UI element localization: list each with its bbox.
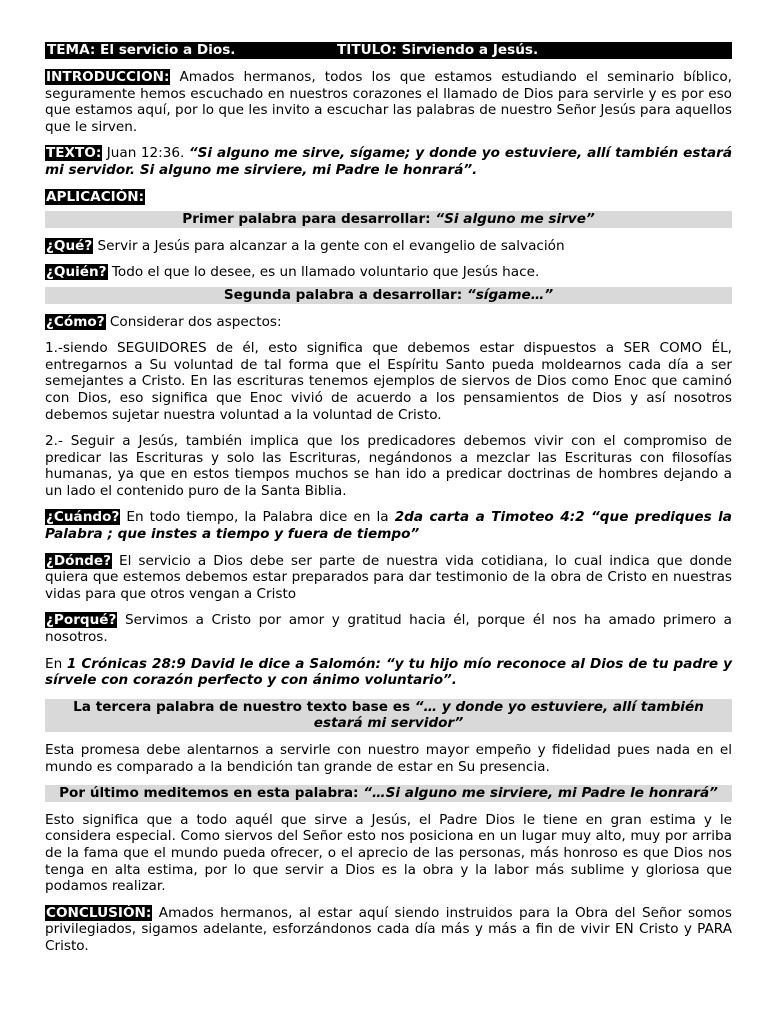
application-paragraph <box>45 189 732 206</box>
why-paragraph <box>45 612 732 645</box>
how-point-one: 1.-siendo SEGUIDORES de él, esto significa que debemos estar dispuestos a SER COMO ÉL, entregarnos a Su voluntad de tal forma que el Espíritu Santo pueda moldearnos cada día a ser semejantes a Cristo. En las escrituras tenemos ejemplos de siervos de Dios como Enoc que caminó con Dios, eso significa que Enoc vivió de acuerdo a los pensamientos de Dios y así nosotros debemos sujetar nuestra voluntad a la voluntad de Cristo. <box>45 340 732 423</box>
chronicles-quote: 1 Crónicas 28:9 David le dice a Salomón: “y tu hijo mío reconoce al Dios de tu padre y sírvele con corazón perfecto y con ánimo voluntario”. <box>45 655 732 689</box>
where-text: El servicio a Dios debe ser parte de nuestra vida cotidiana, lo cual indica que donde quiera que estemos debemos estar preparados para dar testimonio de la obra de Cristo en nuestras vidas para que otros vengan a Cristo <box>45 552 732 602</box>
when-text: En todo tiempo, la Palabra dice en la <box>120 509 395 526</box>
text-reference: Juan 12:36. <box>102 145 189 162</box>
text-quote: “Si alguno me sirve, sígame; y donde yo estuviere, allí también estará mi servidor. Si alguno me sirviere, mi Padre le honrará”. <box>45 145 733 178</box>
who-label: ¿Quién? <box>46 264 107 281</box>
what-paragraph <box>45 238 732 255</box>
topic-label: TEMA: El servicio a Dios. <box>47 42 236 58</box>
how-text: Considerar dos aspectos: <box>105 313 282 330</box>
who-paragraph <box>45 264 732 281</box>
section-heading-first-word <box>45 211 732 228</box>
section-heading-second-word <box>45 287 732 304</box>
sermon-title: TITULO: Sirviendo a Jesús. <box>337 42 539 58</box>
why-label: ¿Porqué? <box>46 612 117 629</box>
introduction-paragraph <box>45 69 732 135</box>
section-heading-third-word <box>45 699 732 732</box>
chronicles-prefix: En <box>45 655 67 672</box>
conclusion-text: Amados hermanos, al estar aquí siendo instruidos para la Obra del Señor somos privilegiados, sigamos adelante, esforzándonos cada día más y más a fin de vivir EN Cristo y PARA Cristo. <box>45 904 732 954</box>
when-paragraph <box>45 509 732 542</box>
topic-title-bar <box>45 42 732 59</box>
why-text: Servimos a Cristo por amor y gratitud hacia él, porque él nos ha amado primero a nosotros. <box>45 612 732 646</box>
heading-prefix: Segunda palabra a desarrollar: <box>223 286 467 303</box>
what-label: ¿Qué? <box>46 237 93 254</box>
meaning-paragraph: Esto significa que a todo aquél que sirve a Jesús, el Padre Dios le tiene en gran estima y le considera especial. Como siervos del Señor esto nos posiciona en un lugar muy alto, muy por arriba de la fama que el mundo pueda ofrecer, o el aprecio de las personas, más honroso es que Dios nos tenga en alta estima, por lo que servir a Dios es la obra y la labor más sublime y gloriosa que podamos realizar. <box>45 811 732 895</box>
what-text: Servir a Jesús para alcanzar a la gente con el evangelio de salvación <box>93 237 565 254</box>
where-label: ¿Dónde? <box>46 552 112 569</box>
when-label: ¿Cuándo? <box>46 509 120 526</box>
heading-quote: “Si alguno me sirve” <box>435 211 595 228</box>
heading-quote: “sígame…” <box>466 286 554 303</box>
section-heading-last-word <box>45 785 732 802</box>
how-label: ¿Cómo? <box>46 313 105 330</box>
how-paragraph <box>45 314 732 331</box>
heading-prefix: La tercera palabra de nuestro texto base es <box>73 698 415 715</box>
document-page <box>45 42 732 965</box>
where-paragraph <box>45 553 732 603</box>
promise-paragraph: Esta promesa debe alentarnos a servirle con nuestro mayor empeño y fidelidad pues nada en el mundo es comparado a la bendición tan grande de estar en Su presencia. <box>45 742 732 775</box>
application-label: APLICACIÓN: <box>46 188 145 205</box>
conclusion-paragraph <box>45 905 732 955</box>
heading-prefix: Primer palabra para desarrollar: <box>182 211 436 228</box>
when-quote: 2da carta a Timoteo 4:2 “que prediques la Palabra ; que instes a tiempo y fuera de tiempo” <box>45 509 732 543</box>
text-paragraph <box>45 145 732 178</box>
how-point-two: 2.- Seguir a Jesús, también implica que los predicadores debemos vivir con el compromiso de predicar las Escrituras y solo las Escrituras, negándonos a mezclar las Escrituras con filosofías humanas, ya que en estos tiempos muchos se han ido a predicar doctrinas de hombres dejando a un lado el contenido puro de la Santa Biblia. <box>45 433 732 499</box>
heading-quote: “…Si alguno me sirviere, mi Padre le honrará” <box>363 785 718 802</box>
chronicles-paragraph <box>45 656 732 689</box>
conclusion-label: CONCLUSIÓN: <box>46 904 152 921</box>
who-text: Todo el que lo desee, es un llamado voluntario que Jesús hace. <box>107 264 540 281</box>
heading-quote: “… y donde yo estuviere, allí también estará mi servidor” <box>313 698 704 732</box>
heading-prefix: Por último meditemos en esta palabra: <box>59 785 364 802</box>
text-label: TEXTO: <box>46 145 102 162</box>
introduction-text: Amados hermanos, todos los que estamos estudiando el seminario bíblico, seguramente hemos escuchado en nuestros corazones el llamado de Dios para servirle y es por eso que estamos aquí, por lo que les invito a escuchar las palabras de nuestro Señor Jesús para aquellos que le sirven. <box>45 69 732 135</box>
introduction-label: INTRODUCCION: <box>46 69 170 85</box>
